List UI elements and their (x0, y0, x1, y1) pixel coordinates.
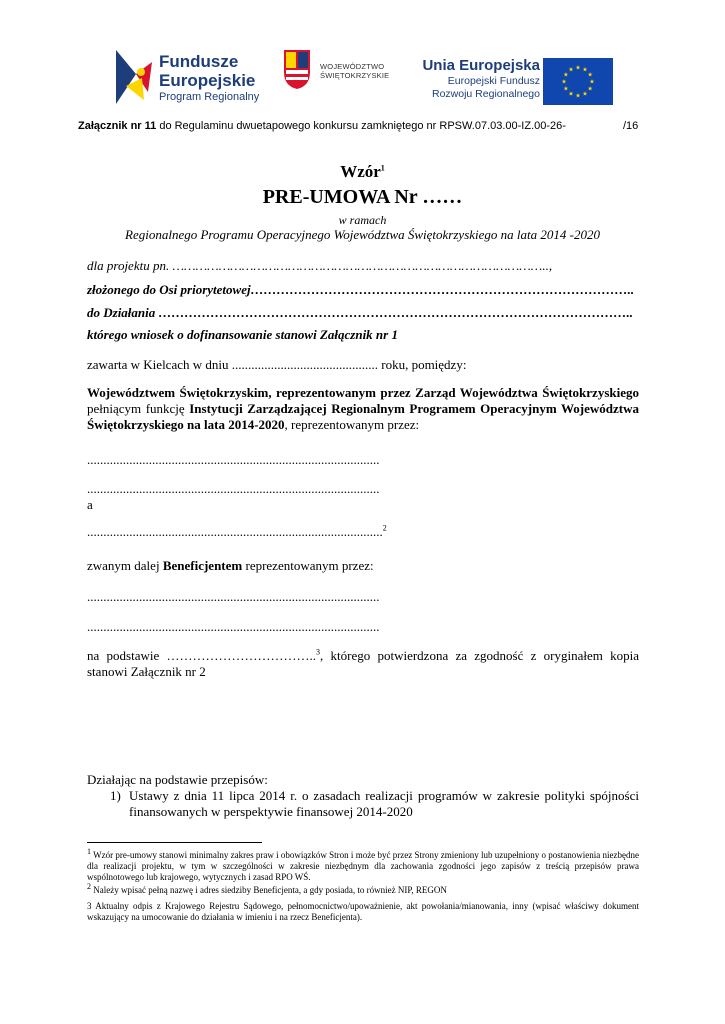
document-label-text: Wzór (340, 162, 381, 181)
footnote-3-text: Aktualny odpis z Krajowego Rejestru Sądowego, pełnomocnictwo/upoważnienie, akt powołania/mianowania, inny (wpisać właściwy dokument wskazujący na umocowanie do działania w imieniu i na rzecz Beneficjenta). (87, 901, 639, 922)
beneficiary-rep-dots-1: .......................................................................................... (87, 589, 380, 604)
footnote-ref-1: 1 (380, 163, 385, 173)
fe-logo-line3: Program Regionalny (159, 91, 260, 103)
party-1-role: Instytucji Zarządzającej Regionalnym Programem Operacyjnym Województwa Świętokrzyskiego na lata 2014-2020 (87, 401, 639, 432)
beneficiary-dots: ........................................................................................... (87, 524, 383, 539)
subtitle-program: Regionalnego Programu Operacyjnego Województwa Świętokrzyskiego na lata 2014 -2020 (125, 227, 600, 242)
region-logo (282, 48, 402, 94)
footnote-3 (87, 901, 639, 923)
party-1-text: pełniącym funkcję (87, 401, 190, 416)
eu-logo-text (410, 57, 540, 101)
concluded-line: zawarta w Kielcach w dniu ............................................. roku, pomiędzy: (87, 357, 467, 372)
region-logo-line2: ŚWIĘTOKRZYSKIE (320, 71, 390, 80)
fe-logo-line2: Europejskie (159, 71, 256, 90)
subtitle-within: w ramach (338, 213, 387, 227)
footnote-1-num: 1 (87, 847, 91, 856)
footnote-2-num: 2 (87, 882, 91, 891)
document-label (0, 162, 725, 182)
beneficiary-name-field (87, 524, 647, 540)
fe-star-icon (114, 48, 154, 106)
beneficiary-term: Beneficjentem (162, 558, 243, 573)
footnote-1 (87, 847, 639, 883)
footnote-ref-2: 2 (382, 524, 387, 533)
axis-dots: …………………………………………………………………………….. (250, 282, 635, 297)
axis-label: złożonego do Osi priorytetowej (87, 282, 251, 297)
attachment-prefix: Załącznik nr 11 (78, 120, 157, 132)
fe-logo-line1: Fundusze (159, 52, 239, 71)
party-1-paragraph (87, 385, 639, 433)
basis-paragraph (87, 648, 639, 680)
axis-field (87, 282, 647, 298)
eu-logo-line1: Unia Europejska (422, 57, 540, 74)
region-logo-line1: WOJEWÓDZTWO (320, 62, 385, 71)
footnote-1-text: Wzór pre-umowy stanowi minimalny zakres praw i obowiązków Stron i może być przez Strony zmieniony lub uzupełniony o postanowienia niezbędne dla realizacji projektu, w tym w szczególności w zakresie niezbędnym dla zachowania zgodności jego zapisów z treścią przepisów prawa wspólnotowego lub krajowego, wytycznych i zasad RPO WŚ. (87, 850, 639, 882)
and-text: a (87, 497, 93, 512)
attachment-text: do Regulaminu dwuetapowego konkursu zamkniętego nr RPSW.07.03.00-IZ.00-26- (156, 120, 566, 132)
eu-logo-line3: Rozwoju Regionalnego (432, 88, 540, 100)
measure-label: do Działania (87, 305, 156, 320)
footnote-3-num: 3 (87, 901, 92, 911)
beneficiary-post: reprezentowanym przez: (242, 558, 374, 573)
attachment-suffix: /16 (623, 120, 639, 132)
footnote-2-text: Należy wpisać pełną nazwę i adres siedziby Beneficjenta, a gdy posiada, to również NIP, REGON (91, 885, 447, 895)
footnote-ref-3: 3 (316, 647, 320, 657)
application-field: którego wniosek o dofinansowanie stanowi Załącznik nr 1 (87, 327, 398, 342)
eu-logo-line2: Europejski Fundusz (447, 75, 540, 87)
beneficiary-line (87, 558, 647, 574)
representative-dots-2: .......................................................................................... (87, 481, 380, 496)
fundusze-europejskie-logo (114, 48, 274, 110)
project-field: dla projektu pn. …………………………………………………………………………………….., (87, 258, 553, 273)
list-item-number: 1) (110, 788, 121, 803)
list-item-text: Ustawy z dnia 11 lipca 2014 r. o zasadach realizacji programów w zakresie polityki spójności finansowanych w perspektywie finansowej 2014-2020 (129, 788, 639, 819)
acting-heading: Działając na podstawie przepisów: (87, 772, 268, 787)
footnote-separator (87, 842, 262, 843)
footnote-2 (87, 882, 639, 896)
region-coat-of-arms-icon (282, 48, 312, 90)
measure-dots: ……………………………………………………………………………………………….. (155, 305, 634, 320)
contract-title: PRE-UMOWA Nr …… (262, 186, 463, 208)
party-1-end: , reprezentowanym przez: (284, 417, 420, 432)
measure-field (87, 305, 647, 321)
party-1-name: Województwem Świętokrzyskim, reprezentowanym przez Zarząd Województwa Świętokrzyskiego (87, 385, 639, 400)
attachment-note (78, 120, 658, 132)
beneficiary-pre: zwanym dalej (87, 558, 163, 573)
beneficiary-rep-dots-2: .......................................................................................... (87, 619, 380, 634)
basis-pre: na podstawie …………………………….. (87, 648, 316, 663)
eu-flag-icon (543, 58, 613, 105)
representative-dots-1: .......................................................................................... (87, 452, 380, 467)
basis-post: , którego potwierdzona za zgodność z oryginałem kopia stanowi Załącznik nr 2 (87, 648, 639, 679)
